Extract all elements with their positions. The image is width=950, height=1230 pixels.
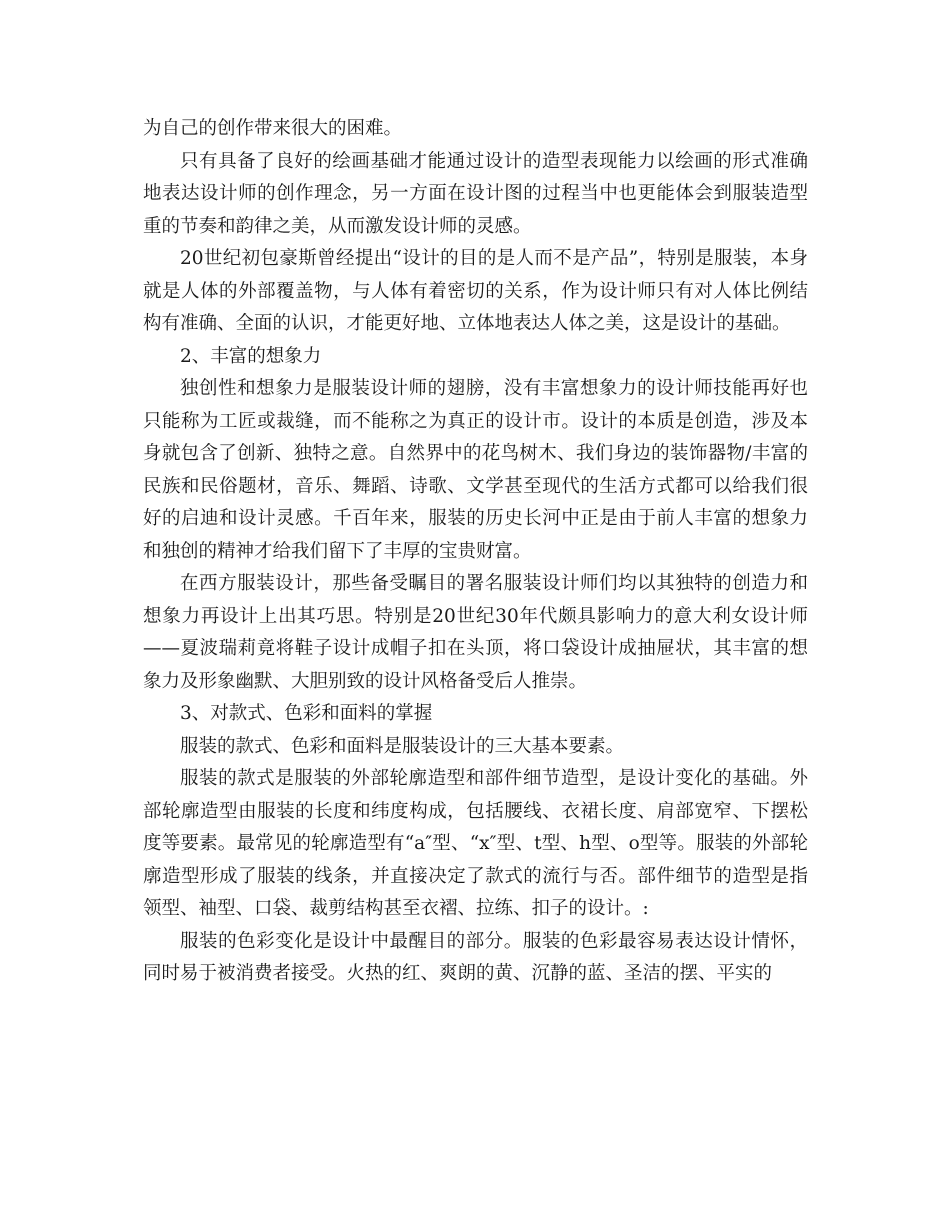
paragraph-5: 独创性和想象力是服装设计师的翅膀，没有丰富想象力的设计师技能再好也只能称为工匠或裁缝，而不能称之为真正的设计市。设计的本质是创造，涉及本身就包含了创新、独特之意。自然界中的花鸟树木、我们身边的装饰器物/丰富的民族和民俗题材，音乐、舞蹈、诗歌、文学甚至现代的生活方式都可以给我们很好的启迪和设计灵感。千百年来，服装的历史长河中正是由于前人丰富的想象力和独创的精神才给我们留下了丰厚的宝贵财富。 <box>143 378 808 562</box>
paragraph-6: 在西方服装设计，那些备受瞩目的署名服装设计师们均以其独特的创造力和想象力再设计上出其巧思。特别是20世纪30年代颇具影响力的意大利女设计师——夏波瑞莉竟将鞋子设计成帽子扣在头顶，将口袋设计成抽屉状，其丰富的想象力及形象幽默、大胆别致的设计风格备受后人推崇。 <box>143 573 808 692</box>
paragraph-9: 服装的款式是服装的外部轮廓造型和部件细节造型，是设计变化的基础。外部轮廓造型由服装的长度和纬度构成，包括腰线、衣裙长度、肩部宽窄、下摆松度等要素。最常见的轮廓造型有“a″型、“x″型、t型、h型、o型等。服装的外部轮廓造型形成了服装的线条，并直接决定了款式的流行与否。部件细节的造型是指领型、袖型、口袋、裁剪结构甚至衣褶、拉练、扣子的设计。: <box>143 768 808 919</box>
section-heading-3: 3、对款式、色彩和面料的掌握 <box>180 703 433 724</box>
section-heading-2: 2、丰富的想象力 <box>180 345 322 367</box>
document-body <box>143 113 808 991</box>
paragraph-1: 为自己的创作带来很大的困难。 <box>143 118 403 139</box>
paragraph-10: 服装的色彩变化是设计中最醒目的部分。服装的色彩最容易表达设计情怀，同时易于被消费者接受。火热的红、爽朗的黄、沉静的蓝、圣洁的摆、平实的 <box>143 930 808 984</box>
paragraph-2: 只有具备了良好的绘画基础才能通过设计的造型表现能力以绘画的形式准确地表达设计师的创作理念，另一方面在设计图的过程当中也更能体会到服装造型重的节奏和韵律之美，从而激发设计师的灵感。 <box>143 150 808 237</box>
paragraph-3: 20世纪初包豪斯曾经提出“设计的目的是人而不是产品”，特别是服装，本身就是人体的外部覆盖物，与人体有着密切的关系，作为设计师只有对人体比例结构有准确、全面的认识，才能更好地、立体地表达人体之美，这是设计的基础。 <box>143 248 808 334</box>
paragraph-8: 服装的款式、色彩和面料是服装设计的三大基本要素。 <box>180 735 625 757</box>
